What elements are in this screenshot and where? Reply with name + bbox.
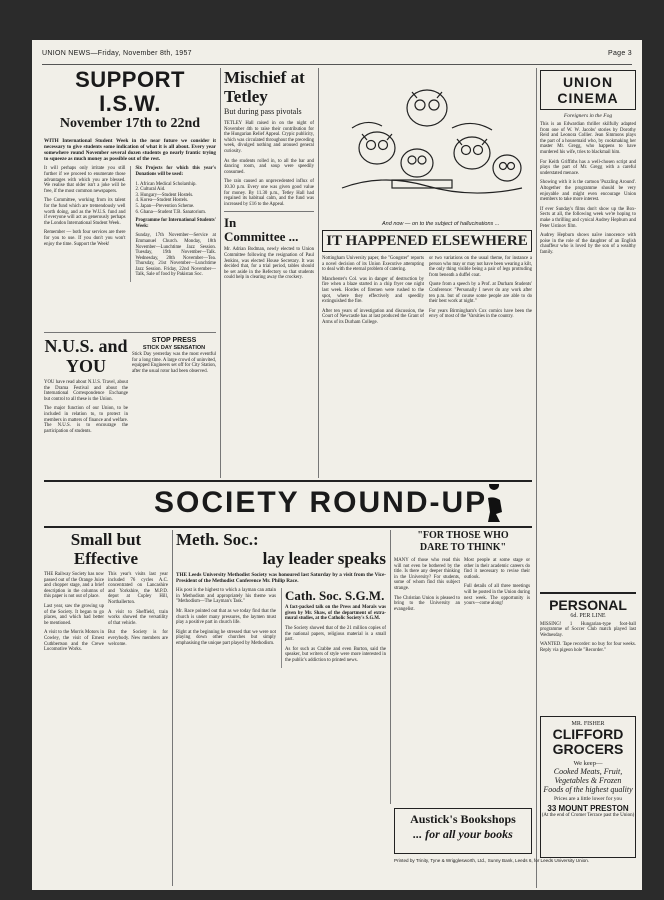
nus-para-2: The major function of our Union, to be included in relation to, to protect in members in matters of finance and welfare. The N.U.S. is to encourage the participation of students.: [44, 406, 128, 434]
methsoc-headline-2: lay leader speaks: [262, 549, 386, 568]
methsoc-para-1: His post is the highest to which a layman can attain in Methodism and appropriately his theme was "Methodism—The Layman's Task.": [176, 588, 277, 605]
cinema-column: [540, 68, 636, 588]
cartoon: [322, 68, 532, 226]
cinema-para-5: Audrey Hepburn shows naïve innocence with poise in the role of the daughter of an English chauffeur who is loved by the son of a wealthy family.: [540, 233, 636, 255]
clifford-name-2: GROCERS: [552, 741, 624, 757]
personal-column: [540, 592, 636, 712]
austicks-tagline: ... for all your books: [413, 827, 513, 841]
small-headline-1: Small but: [70, 530, 142, 549]
dare-para-4: Full details of all three meetings will be posted in the Union during next week. The opportunity is yours—come along!: [464, 584, 530, 607]
isw-programme: Sunday, 17th November—Service at Emmanuel Church. Monday, 18th November—Lunchtime Jazz Session. Tuesday, 19th November—Talk. Wednesday, 20th November—Tea. Thursday, 21st November—Lunchtime Jazz Session. Friday, 22nd November—Talk, Sale of food by Pakistan Soc.: [135, 233, 216, 278]
small-para-4: This year's visits last year included 76 cycles A.C. concentrated on Lancashire and Yorkshire, the M.P.D. depot at Copley Hill, Northallerton.: [108, 572, 168, 605]
dare-headline-2: DARE TO THINK": [419, 542, 507, 553]
elsewhere-article: [322, 230, 532, 478]
clifford-line-4: Foods of the highest quality: [543, 785, 633, 794]
small-para-1: THE Railway Society has now passed out of the Orange Juice and chopper stage, and a brief description in the columns of this paper is not out of place.: [44, 572, 104, 600]
elsewhere-para-4: or two variations on the usual theme, for instance a person who may or may not have been wearing a kilt, the only thing visible being a pair of legs protruding from beneath a duffel coat.: [429, 256, 532, 278]
nus-article: [44, 336, 128, 476]
small-para-2: Last year, saw the growing up of the Society. It began to go places, and which had better be mentioned.: [44, 603, 104, 626]
elsewhere-para-3: After ten years of investigation and discussion, the Court of Newcastle has at last produced the Grant of Arms of its Durham College.: [322, 308, 424, 325]
clifford-note: (At the end of Cromer Terrace past the Union): [541, 813, 635, 818]
cathsoc-para-2: As for such as Crabbe and even Burton, said the speaker, but writers of style were more interested in the public's addiction to printed news.: [285, 646, 386, 663]
small-headline-2: Effective: [73, 549, 139, 568]
isw-project-item: 2. Cultural Aid.: [135, 187, 166, 193]
personal-item-2: WANTED. Tape recorder: no buy for four weeks. Reply via pigeon hole "Recorder.": [540, 642, 636, 653]
cinema-subtitle: Foreigners in the Fog: [563, 113, 613, 119]
cinema-logo-2: CINEMA: [557, 90, 619, 106]
thinker-icon: [474, 484, 514, 524]
mischief-para-2: As the students rolled in, to all the bar and dancing room, and soup were speedily consumed.: [224, 158, 314, 175]
cathsoc-lead: A fact-packed talk on the Press and Morals was given by Mr. Shaw, of the department of extra-mural studies, at the Catholic Society's S.G.M.: [285, 605, 386, 622]
austicks-name: Austick's Bookshops: [410, 812, 516, 826]
personal-item-1: MISSING! 1 Hungarian-type foot-ball programme of Soccer Club match played last Wednesday.: [540, 621, 636, 638]
cinema-logo-1: UNION: [562, 74, 614, 90]
clifford-address: 33 MOUNT PRESTON: [547, 804, 629, 813]
isw-lead: WITH International Student Week in the near future we consider it necessary to give students some indication of what it is all about. Every year somewhere round November several dozen students go nearly frantic trying to squeeze as much money as possible out of the rest.: [44, 138, 216, 163]
methsoc-para-3: Right at the beginning he stressed that we were not playing down other churches but simply emphasising the unique part played by Methodism.: [176, 629, 277, 646]
nus-headline-2: YOU: [66, 356, 106, 376]
society-headline: SOCIETY ROUND-UP: [154, 486, 488, 519]
methsoc-article: [176, 530, 386, 890]
mischief-subhead: But during pass pivotals: [224, 107, 302, 116]
committee-headline-2: Committee ...: [224, 229, 299, 245]
cinema-para-2: For Keith Griffiths has a well-chosen script and plays the part of Mr. Gregg with a careful understated menace.: [540, 159, 636, 176]
page-number: Page 3: [608, 50, 632, 57]
printer-footer: Printed by Trinity, Tyne & Wrigglesworth, Ltd., Sunny Bank, Leeds 6, for Leeds University Union.: [394, 858, 590, 863]
clifford-name-1: CLIFFORD: [552, 726, 624, 742]
committee-headline-1: In: [224, 215, 237, 231]
committee-text: Mr. Adrian Bodman, newly elected to Union Committee following the resignation of Paul Jenkins, was elected House Secretary. It was decided that, for a trial period, tables should be set aside in the Refectory so that students could help in clearing away the crockery.: [224, 247, 314, 281]
elsewhere-para-5: Quote from a speech by a Prof. at Durham Students' Conference: "Personally I never do any work after ten p.m. but of course some people are able to do their best work at night.": [429, 282, 532, 305]
newspaper-page: [32, 40, 642, 890]
isw-para-2: The Committee, working from its talent for the fund which are tremendously well worth doing, and as the W.U.S. fund and if everyone will act as generously perhaps the London International Student Week.: [44, 198, 126, 226]
dare-para-2: The Christian Union is pleased to bring to the University an evangelist.: [394, 595, 460, 612]
society-banner: [44, 484, 532, 524]
isw-project-item: 3. Hungary—Student Hostels.: [135, 192, 194, 198]
elsewhere-headline: IT HAPPENED ELSEWHERE: [322, 230, 532, 252]
isw-project-item: 4. Korea—Student Hostels.: [135, 198, 189, 204]
isw-projects-list: [135, 182, 216, 216]
dare-article: [394, 530, 532, 802]
mischief-headline-1: Mischief at: [224, 68, 305, 87]
stop-press-text: Stick Day yesterday was the most eventful for a long time. A large crowd of uninvited, equipped Engineers set off for City Station, after the usual rotor had been observed.: [132, 352, 216, 374]
cinema-para-4: If ever Sunday's films don't show up the Box-Sects at all, the following week we're hoping to make a thrilling and cynical Audrey Hepburn and Peter Ustinov film.: [540, 206, 636, 229]
mischief-headline-2: Tetley: [224, 87, 268, 106]
cartoon-caption: And now — on to the subject of hallucinations ...: [382, 221, 500, 226]
small-para-6: But the Society is for everybody. New members are welcome.: [108, 630, 168, 647]
personal-rate: 6d. PER LINE: [570, 612, 606, 619]
isw-headline: SUPPORT I.S.W.: [75, 68, 185, 116]
cathsoc-para-1: The Society showed that of the 21 million copies of the national papers, religious material is a small part.: [285, 625, 386, 643]
cinema-para-1: This is an Edwardian thriller skilfully adapted from one of W. W. Jacobs' stories by Dorothy Reid and Leonora Collier. Jean Simmons plays the part of a housemaid who, by cookmaking her master Mr. Gregg, who happens to have murdered his wife, tries to blackmail him.: [540, 122, 636, 155]
nus-headline-1: N.U.S. and: [44, 336, 128, 356]
methsoc-headline-1: Meth. Soc.:: [176, 530, 259, 549]
isw-project-item: 6. Ghana—Student T.B. Sanatorium.: [135, 209, 207, 215]
isw-project-item: 5. Japan—Prevention Scheme.: [135, 203, 195, 209]
isw-programme-title: Programme for International Students' Week:: [135, 218, 216, 229]
isw-para-1: It will perhaps only irritate you still further if we proceed to enumerate those advantages with which you are blessed. We realise that older isn't a joke will be free, if the most common newspapers.: [44, 166, 126, 194]
isw-dateline: November 17th to 22nd: [59, 116, 201, 131]
clifford-line-2: Cooked Meats, Fruit,: [553, 767, 623, 776]
clifford-line-3: Vegetables & Frozen: [554, 776, 622, 785]
clifford-line-1: We keep—: [573, 760, 603, 767]
elsewhere-para-2: Manchester's Col. was in danger of destruction by fire when a blaze started in a chip fryer one night last week. Hordes of firemen were rushed to the spot, where they effectively and speedily extinguished the fire.: [322, 276, 424, 305]
cathsoc-headline: Cath. Soc. S.G.M.: [285, 588, 385, 604]
nus-para-1: YOU have read about N.U.S. Travel, about the Drama Festival and about the International Correspondence Exchange but control to all these is the Union.: [44, 380, 128, 402]
isw-para-3: Remember — both four services are there for you to use. If you don't you won't enjoy the time. Support the Week!: [44, 230, 126, 247]
page-header: [42, 50, 632, 65]
cinema-logo-box: [540, 70, 636, 110]
clifford-ad: [540, 716, 636, 858]
mischief-para-1: TETLEY Hall raised in on the night of November 4th to raise their contribution for the Hungarian Relief Appeal. Crypic publicity, which was circulated throughout the preceding week, divulged nothing and aroused general curiosity.: [224, 121, 314, 154]
elsewhere-para-1: Nottingham University paper, the "Gongster" reports a novel decision of its Union Executive attempting to deal with the eternal problem of catering.: [322, 256, 424, 273]
owls-cartoon-illustration: [322, 68, 532, 216]
stop-press-sub: STICK DAY SENSATION: [142, 345, 206, 351]
small-para-5: A visit to Sheffield, train works showed the versatility of that vehicle.: [108, 609, 168, 626]
cinema-para-3: Showing with it is the cartoon 'Puzzling Around'. Altogether the programme should be very enjoyable and might even encourage Union members to take more interest.: [540, 180, 636, 203]
dare-headline-1: "FOR THOSE WHO: [417, 530, 509, 541]
clifford-line-5: Prices are a little lower for you: [553, 796, 623, 802]
dare-para-3: Most people at some stage or other in their academic careers do find it necessary to revise their outlook.: [464, 558, 530, 580]
mischief-para-3: The rain caused an unprecedented influx of 10.30 p.m. Every one was given good value for money. By 11.30 p.m., Tetley Hall had regained its habitual calm, and the fund was increased by £16 to the Appeal.: [224, 179, 314, 207]
stop-press-title: STOP PRESS: [151, 337, 197, 344]
small-para-3: A visit to the Morris Motors in Cowley, the visit of Ernest Cuthbertson and the Crewe Locomotive Works.: [44, 630, 104, 653]
methsoc-para-2: Mr. Race pointed out that as we today find that the church is under many pressures, the laymen must play a positive part in church life.: [176, 608, 277, 626]
masthead-line: UNION NEWS—Friday, November 8th, 1957: [42, 50, 192, 57]
small-article: [44, 530, 168, 886]
dare-para-1: MANY of those who read this will not even be bothered by the title. Is there any deeper thinking in the University? For students, some of whom find this subject strange.: [394, 558, 460, 591]
personal-headline: PERSONAL: [549, 596, 627, 613]
mischief-article: [224, 68, 314, 478]
stop-press: [132, 336, 216, 476]
isw-projects-box: [130, 166, 216, 282]
austicks-ad: [394, 808, 532, 854]
elsewhere-para-6: For years Birmingham's Cox comics have been the envy of most of the 'Varsities in the country.: [429, 308, 532, 320]
clifford-proprietor: MR. FISHER: [571, 721, 605, 727]
isw-project-item: 1. African Medical Scholarship.: [135, 181, 197, 187]
methsoc-lead: THE Leeds University Methodist Society was honoured last Saturday by a visit from the Vice-President of the Methodist Conference Mr. Philip Race.: [176, 572, 386, 585]
isw-projects-title: Six Projects for which this year's Donations will be used:: [135, 166, 216, 177]
